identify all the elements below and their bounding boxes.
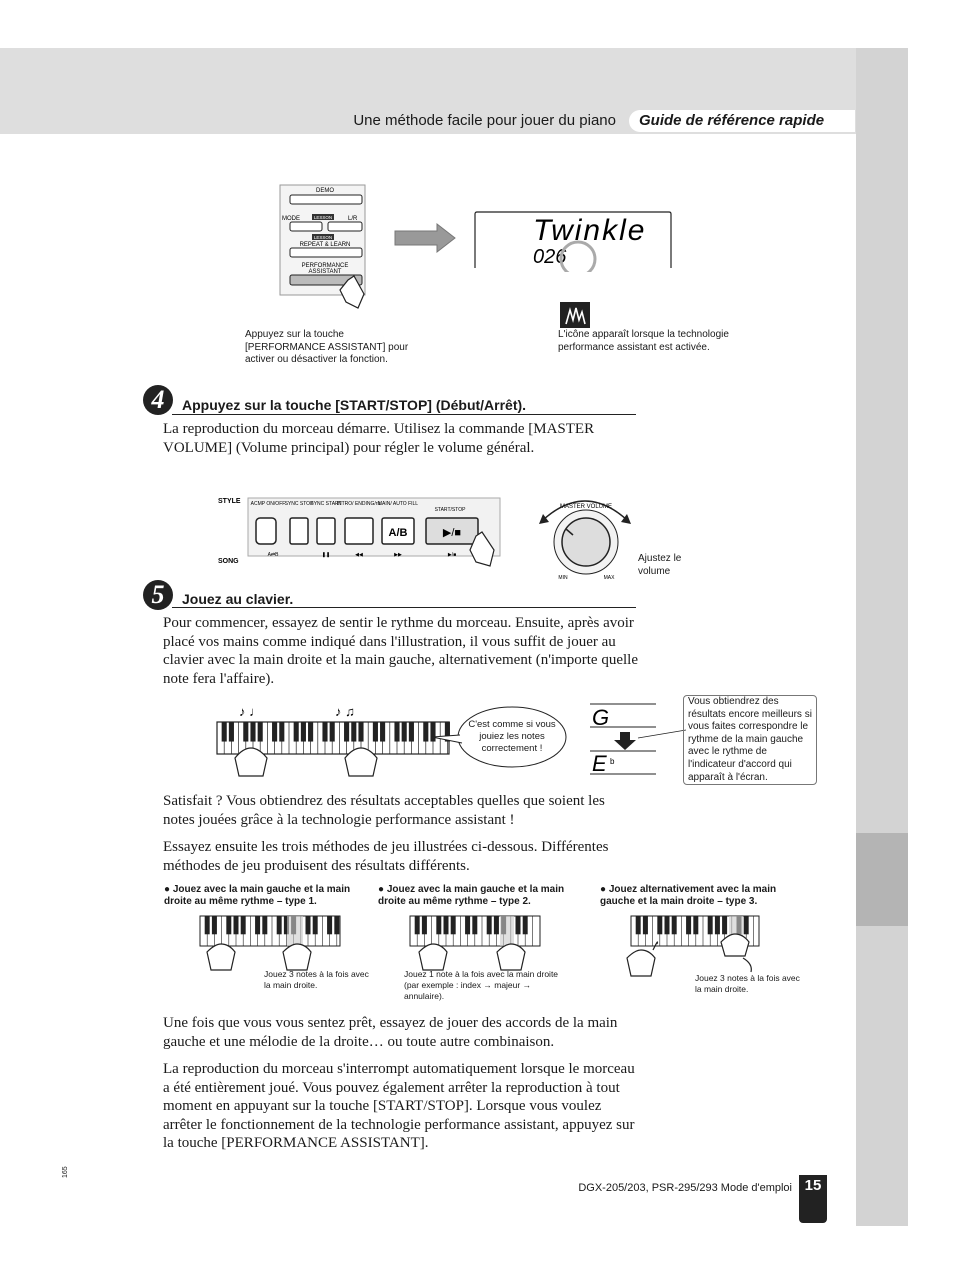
step-5-rule xyxy=(172,607,636,608)
keyboard-illustration xyxy=(215,700,455,780)
black-key xyxy=(694,916,698,934)
label-rewind: ◀◀ xyxy=(355,552,363,558)
black-key xyxy=(523,916,527,934)
curved-arrow-icon-2 xyxy=(743,958,751,972)
black-key xyxy=(494,916,498,934)
black-key xyxy=(359,722,363,741)
black-key xyxy=(686,916,690,934)
method-1-illustration xyxy=(195,912,345,974)
black-key xyxy=(344,722,348,741)
black-key xyxy=(437,916,441,934)
black-key xyxy=(212,916,216,934)
chapter-tab xyxy=(856,833,908,926)
method-2-illustration xyxy=(405,912,545,974)
method-2-note: Jouez 1 note à la fois avec la main droite (par exemple : index → majeur → annulaire). xyxy=(404,969,559,1001)
label-repeat: REPEAT & LEARN xyxy=(299,242,351,248)
label-sync-start: SYNC START xyxy=(310,501,342,507)
black-key xyxy=(251,722,255,741)
panel-illustration xyxy=(270,180,380,318)
sync-start-button xyxy=(317,518,335,544)
black-key xyxy=(205,916,209,934)
black-key xyxy=(308,722,312,741)
label-song: SONG xyxy=(218,558,239,565)
label-lesson-2: LESSON xyxy=(313,235,333,240)
para-essayez: Essayez ensuite les trois méthodes de jeu illustrées ci-dessous. Différentes méthodes de jeu produisent des résultats différents. xyxy=(163,839,609,874)
black-key xyxy=(227,916,231,934)
label-lesson: LESSON xyxy=(313,215,333,220)
black-key xyxy=(409,722,413,741)
label-lr: L/R xyxy=(348,216,358,222)
black-key xyxy=(244,722,248,741)
label-ab: A/B xyxy=(388,527,408,539)
right-hand-icon xyxy=(345,748,377,776)
black-key xyxy=(306,916,310,934)
black-key xyxy=(352,722,356,741)
bubble-text: C'est comme si vous jouiez les notes correctement ! xyxy=(468,719,556,754)
black-key xyxy=(258,722,262,741)
black-key xyxy=(313,916,317,934)
label-play-small: ▶/■ xyxy=(447,552,457,558)
black-key xyxy=(465,916,469,934)
intro-button xyxy=(345,518,373,544)
black-key xyxy=(487,916,491,934)
label-performance: PERFORMANCE xyxy=(301,263,349,269)
black-key xyxy=(415,916,419,934)
step-4-rule xyxy=(172,414,636,415)
method-3-illustration xyxy=(625,912,765,980)
music-notes-icon: ♪ ♩ xyxy=(239,704,263,719)
method-1-title: ● Jouez avec la main gauche et la main droite au même rythme – type 1. xyxy=(164,884,351,907)
volume-knob xyxy=(562,518,610,566)
acmp-button xyxy=(256,518,276,544)
chord-top: G xyxy=(592,705,610,730)
footer-code: 165 xyxy=(62,1166,69,1178)
black-key xyxy=(658,916,662,934)
left-hand-icon xyxy=(419,944,447,970)
step-4-body: La reproduction du morceau démarre. Utilisez la commande [MASTER VOLUME] (Volume principal) pour régler le volume général. xyxy=(163,421,595,456)
para-accords: Une fois que vous vous sentez prêt, essayez de jouer des accords de la main gauche et une mélodie de la droite… ou toute autre combinaison. xyxy=(163,1015,618,1050)
black-key xyxy=(327,916,331,934)
black-key xyxy=(715,916,719,934)
music-notes-icon-2: ♪ ♫ xyxy=(335,704,355,719)
lcd-song-number: 026 xyxy=(533,246,567,268)
black-key xyxy=(335,916,339,934)
method-2-title: ● Jouez avec la main gauche et la main droite au même rythme – type 2. xyxy=(378,884,565,907)
method-1-note: Jouez 3 notes à la fois avec la main droite. xyxy=(264,969,369,990)
step-5-number: 5 xyxy=(143,580,173,610)
black-key xyxy=(222,722,226,741)
label-mode: MODE xyxy=(282,216,300,222)
black-key xyxy=(636,916,640,934)
black-key xyxy=(330,722,334,741)
control-panel-illustration xyxy=(218,490,508,572)
black-key xyxy=(672,916,676,934)
left-hand-icon xyxy=(627,950,655,976)
black-key xyxy=(708,916,712,934)
label-main: MAIN/ AUTO FILL xyxy=(377,501,419,507)
header-subtitle: Une méthode facile pour jouer du piano xyxy=(353,112,616,129)
label-start-stop: START/STOP xyxy=(434,507,466,513)
method-3-note: Jouez 3 notes à la fois avec la main droite. xyxy=(695,973,800,994)
black-key xyxy=(380,722,384,741)
caption-icon-appears: L'icône apparaît lorsque la technologie performance assistant est activée. xyxy=(558,329,729,353)
label-sync-stop: SYNC STOP xyxy=(284,501,314,507)
left-hand-icon xyxy=(207,944,235,970)
black-key xyxy=(294,722,298,741)
black-key xyxy=(643,916,647,934)
label-intro: INTRO/ ENDING/rit. xyxy=(336,501,382,507)
label-forward: ▶▶ xyxy=(394,552,402,558)
right-hand-icon xyxy=(283,944,311,970)
label-ab-repeat: A⇄B xyxy=(267,552,279,558)
black-key xyxy=(451,916,455,934)
para-satisfait: Satisfait ? Vous obtiendrez des résultats acceptables quelles que soient les notes jouées grâce à la technologie performance assistant ! xyxy=(163,793,605,828)
label-demo: DEMO xyxy=(316,188,334,194)
black-key xyxy=(665,916,669,934)
right-arrow-icon xyxy=(393,222,459,254)
label-acmp: ACMP ON/OFF xyxy=(250,501,286,507)
black-key xyxy=(424,722,428,741)
label-max: MAX xyxy=(603,575,615,581)
right-hand-icon xyxy=(497,944,525,970)
label-play: ▶/■ xyxy=(442,527,462,539)
black-key xyxy=(516,916,520,934)
label-master: MASTER VOLUME xyxy=(559,504,613,510)
caption-adjust-volume: Ajustez le volume xyxy=(638,553,682,577)
black-key xyxy=(473,916,477,934)
lcd-display xyxy=(473,210,673,272)
page-number: 15 xyxy=(799,1175,827,1223)
para-fin: La reproduction du morceau s'interrompt automatiquement lorsque le morceau a été entièrement joué. Vous pouvez également arrêter la reproduction à tout moment en appuyant sur la touche [START/STOP]. Lorsque vous voulez arrêter le fonctionnement de la technologie performance assistant, appuyez sur la touche [PERFORMANCE ASSISTANT]. xyxy=(163,1061,635,1151)
header-section: Guide de référence rapide xyxy=(639,112,825,129)
callout-box: Vous obtiendrez des résultats encore meilleurs si vous faites correspondre le rythme de la main gauche avec le rythme de l'indicateur d'accord qui apparaît à l'écran. xyxy=(683,695,817,785)
footer-model: DGX-205/203, PSR-295/293 Mode d'emploi xyxy=(578,1182,792,1194)
black-key xyxy=(272,722,276,741)
method-3-title: ● Jouez alternativement avec la main gauche et la main droite – type 3. xyxy=(600,884,777,907)
label-assistant: ASSISTANT xyxy=(308,269,342,275)
black-key xyxy=(277,916,281,934)
master-volume-illustration xyxy=(535,490,635,582)
chord-bottom: E xyxy=(592,751,607,776)
down-arrow-icon xyxy=(614,732,636,750)
black-key xyxy=(229,722,233,741)
label-min: MIN xyxy=(558,575,568,581)
step-4-number: 4 xyxy=(143,385,173,415)
black-key xyxy=(402,722,406,741)
black-key xyxy=(241,916,245,934)
black-key xyxy=(263,916,267,934)
step-5-body: Pour commencer, essayez de sentir le rythme du morceau. Ensuite, après avoir placé vos mains comme indiqué dans l'illustration, il vous suffit de jouer au clavier avec la main droite et la main gauche, alternativement (n'importe quelle note fera l'affaire). xyxy=(163,615,638,687)
sync-stop-button xyxy=(290,518,308,544)
black-key xyxy=(422,916,426,934)
black-key xyxy=(301,722,305,741)
black-key xyxy=(280,722,284,741)
chord-indicator xyxy=(590,700,690,780)
black-key xyxy=(323,722,327,741)
step-4-title: Appuyez sur la touche [START/STOP] (Début/Arrêt). xyxy=(182,397,527,413)
black-key xyxy=(395,722,399,741)
performance-assistant-icon xyxy=(558,300,592,330)
black-key xyxy=(234,916,238,934)
black-key xyxy=(744,916,748,934)
side-band xyxy=(856,48,908,1226)
black-key xyxy=(255,916,259,934)
black-key xyxy=(722,916,726,934)
step-5-title: Jouez au clavier. xyxy=(182,591,294,607)
caption-press-pa: Appuyez sur la touche [PERFORMANCE ASSISTANT] pour activer ou désactiver la fonction. xyxy=(245,329,409,365)
black-key xyxy=(444,916,448,934)
left-hand-icon xyxy=(235,748,267,776)
lcd-song-name: Twinkle xyxy=(533,214,647,247)
label-pause: ❚❚ xyxy=(321,552,331,558)
label-style: STYLE xyxy=(218,498,241,505)
chord-flat: b xyxy=(610,757,615,766)
black-key xyxy=(373,722,377,741)
